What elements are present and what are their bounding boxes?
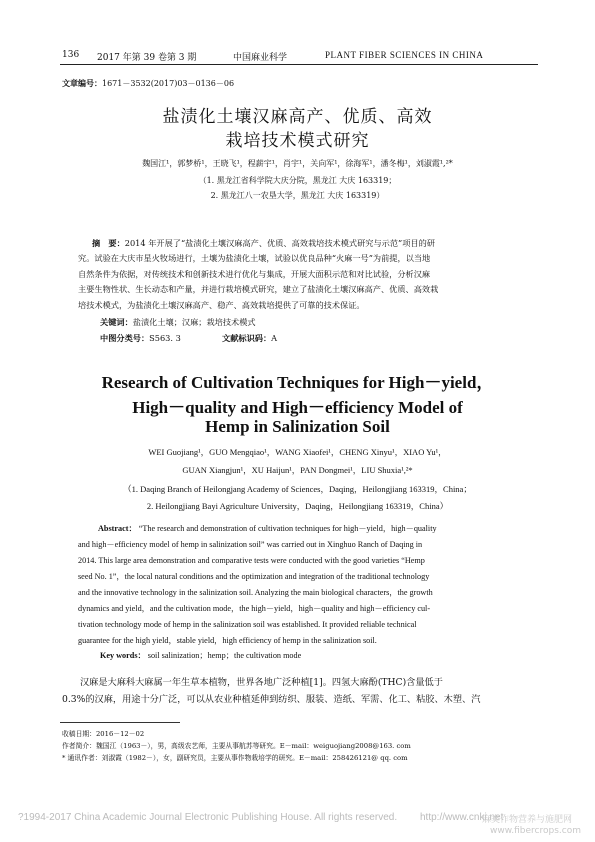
abstract-cn-line: 培技术模式，为盐渍化土壤汉麻高产、稳产、高效栽培提供了可靠的技术保证。 bbox=[78, 299, 365, 310]
footer-url[interactable]: http://www.cnki.net bbox=[420, 812, 504, 823]
title-cn-line1: 盐渍化土壤汉麻高产、优质、高效 bbox=[162, 107, 433, 127]
title-en-line2: High－quality and High－efficiency Model of bbox=[132, 398, 463, 417]
intro-paragraph bbox=[62, 674, 540, 708]
abstract-cn-label: 摘 要： bbox=[92, 238, 125, 248]
keywords-cn bbox=[100, 315, 256, 330]
title-en-line1: Research of Cultivation Techniques for High－yield， bbox=[101, 373, 494, 392]
abstract-cn-line: 究。试验在大庆市星火牧场进行，土壤为盐渍化土壤，试验以优良品种“火麻一号”为前提，以当地 bbox=[78, 253, 431, 264]
article-number-label: 文章编号： bbox=[62, 78, 102, 88]
intro-line: 汉麻是大麻科大麻属一年生草本植物，世界各地广泛种植[1]。四氢大麻酚(THC)含量低于 bbox=[80, 677, 443, 688]
journal-issue: 2017 年第 39 卷第 3 期 bbox=[97, 53, 197, 63]
page-number: 136 bbox=[62, 50, 80, 60]
watermark-url: www.fibercrops.com bbox=[490, 826, 581, 836]
doc-code-label: 文献标识码： bbox=[222, 333, 272, 343]
intro-line: 0.3%的汉麻，用途十分广泛，可以从农业种植延伸到纺织、服装、造纸、军需、化工、粘胶、木塑、汽 bbox=[62, 694, 481, 705]
authors-en-line1: WEI Guojiang¹，GUO Mengqiao¹，WANG Xiaofei¹，CHENG Xinyu¹，XIAO Yu¹， bbox=[148, 447, 447, 457]
abstract-en-line: Abstract： “The research and demonstration of cultivation techniques for high－yield，high－quality bbox=[98, 524, 437, 533]
abstract-en-line: tivation technology mode of hemp in the salinization soil was established. It provided reliable technical bbox=[78, 620, 417, 629]
clc-label: 中图分类号： bbox=[100, 333, 150, 343]
footer-copyright: ?1994-2017 China Academic Journal Electronic Publishing House. All rights reserved. bbox=[18, 812, 398, 823]
keywords-en-value: soil salinization；hemp；the cultivation mode bbox=[147, 651, 302, 660]
clc-number bbox=[100, 331, 181, 346]
abstract-en-label: Abstract： bbox=[98, 524, 137, 533]
keywords-cn-value: 盐渍化土壤；汉麻；栽培技术模式 bbox=[132, 317, 256, 327]
abstract-en-line: and high－efficiency model of hemp in salinization soil” was carried out in Xinghuo Ranch of Daqing in bbox=[78, 540, 423, 549]
keywords-en bbox=[100, 648, 301, 664]
abstract-cn-line: 自然条件为依据，对传统技术和创新技术进行优化与集成，开展大面积示范和对比试验，分析汉麻 bbox=[78, 268, 431, 279]
authors-cn: 魏国江¹，郭梦桥¹，王晓飞¹，程薪宇¹，肖宇¹，关向军¹，徐海军¹，潘冬梅¹，刘淑霞¹,²* bbox=[142, 159, 453, 168]
doc-code-value: A bbox=[271, 333, 278, 343]
clc-value: S563. 3 bbox=[149, 333, 181, 343]
footnote-rule bbox=[60, 722, 180, 723]
header-rule bbox=[60, 64, 538, 65]
abstract-en-open-quote: “ bbox=[138, 524, 143, 533]
affiliation-en-2: 2. Heilongjiang Bayi Agriculture University，Daqing，Heilongjiang 163319，China） bbox=[146, 501, 449, 511]
authors-en-line2: GUAN Xiangjun¹，XU Haijun¹，PAN Dongmei¹，LIU Shuxia¹,²* bbox=[182, 465, 413, 475]
article-number bbox=[62, 78, 234, 89]
keywords-en-label: Key words： bbox=[100, 651, 146, 660]
footnotes bbox=[62, 728, 411, 764]
keywords-cn-label: 关键词： bbox=[100, 317, 133, 327]
watermark-cn: 麻类作物营养与施肥网 bbox=[482, 815, 573, 825]
footnote-received: 收稿日期：2016－12－02 bbox=[62, 730, 145, 738]
abstract-en-line: and the innovative technology in the salinization soil. Analyzing the main biological characters，the growth bbox=[78, 588, 433, 597]
abstract-en-line: 2014. This large area demonstration and comparative tests were conducted with the good varieties “Hemp bbox=[78, 556, 425, 565]
footnote-author: 作者简介：魏国江（1963－），男，高级农艺师，主要从事航苏等研究。E－mail：weiguojiang2008@163. com bbox=[62, 742, 411, 750]
abstract-en bbox=[78, 521, 538, 649]
journal-name-cn: 中国麻业科学 bbox=[233, 53, 288, 63]
footnote-corresponding: * 通讯作者：刘淑霞（1982－），女，副研究员，主要从事作物栽培学的研究。E－mail：258426121@ qq. com bbox=[62, 754, 408, 762]
affiliation-cn-1: （1. 黑龙江省科学院大庆分院，黑龙江 大庆 163319； bbox=[198, 176, 397, 185]
abstract-cn bbox=[78, 236, 538, 313]
abstract-en-line: seed No. 1”，the local natural conditions and the optimization and integration of the traditional technology bbox=[78, 572, 430, 581]
journal-name-en: PLANT FIBER SCIENCES IN CHINA bbox=[325, 50, 484, 60]
title-en-line3: Hemp in Salinization Soil bbox=[205, 417, 390, 436]
affiliation-cn-2: 2. 黑龙江八一农垦大学，黑龙江 大庆 163319） bbox=[210, 191, 385, 200]
abstract-cn-line: 摘 要：2014 年开展了“盐渍化土壤汉麻高产、优质、高效栽培技术模式研究与示范”项目的研 bbox=[92, 238, 435, 248]
abstract-en-line: dynamics and yield，and the cultivation mode，the high－yield，high－quality and high－efficiency cul- bbox=[78, 604, 431, 613]
article-number-value: 1671－3532(2017)03－0136－06 bbox=[102, 79, 235, 88]
abstract-en-line: guarantee for the high yield，stable yield，high efficiency of hemp in the salinization soil. bbox=[78, 636, 377, 645]
title-cn-line2: 栽培技术模式研究 bbox=[225, 131, 370, 151]
abstract-cn-line: 主要生物性状、生长动态和产量，并进行栽培模式研究，建立了盐渍化土壤汉麻高产、优质、高效栽 bbox=[78, 284, 439, 295]
affiliation-en-1: （1. Daqing Branch of Heilongjang Academy of Sciences，Daqing，Heilongjiang 163319，China； bbox=[123, 484, 472, 494]
document-code bbox=[222, 331, 277, 346]
